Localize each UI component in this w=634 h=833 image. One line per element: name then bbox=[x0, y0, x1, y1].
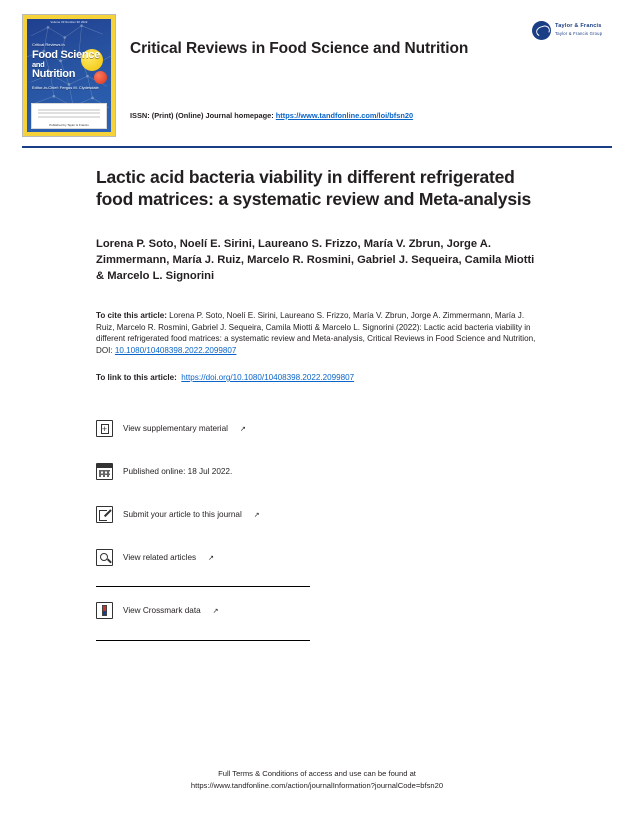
link-label: To link to this article: bbox=[96, 373, 177, 382]
taylor-and-francis-logo bbox=[532, 18, 612, 42]
submit-article-icon bbox=[96, 506, 113, 523]
taylor-francis-circle-icon bbox=[532, 21, 551, 40]
action-label: View supplementary material bbox=[123, 424, 228, 433]
cover-contents-line bbox=[38, 112, 100, 114]
page-title: Lactic acid bacteria viability in different refrigerated food matrices: a systematic review and Meta-analysis bbox=[96, 167, 532, 209]
view-related-articles-row[interactable] bbox=[96, 543, 538, 573]
supplementary-material-icon bbox=[96, 420, 113, 437]
page-footer bbox=[0, 768, 634, 792]
crossmark-icon bbox=[96, 602, 113, 619]
cover-top-text: Volume 00 Number 00 2022 bbox=[50, 21, 88, 24]
calendar-icon bbox=[96, 463, 113, 480]
author-list: Lorena P. Soto, Noelí E. Sirini, Laureano S. Frizzo, María V. Zbrun, Jorge A. Zimmermann, María J. Ruiz, Marcelo R. Rosmini, Gabriel J. Sequeira, Camila Miotti & Marcelo L. Signorini bbox=[96, 238, 535, 282]
action-label: View related articles bbox=[123, 553, 197, 562]
published-online-row bbox=[96, 457, 538, 487]
cite-label: To cite this article: bbox=[96, 311, 167, 320]
cover-title-line4: Nutrition bbox=[32, 68, 76, 80]
external-link-icon: ↗ bbox=[208, 554, 214, 562]
submit-article-row[interactable] bbox=[96, 500, 538, 530]
doi-link[interactable]: https://doi.org/10.1080/10408398.2022.2099807 bbox=[181, 373, 355, 382]
action-label: Submit your article to this journal bbox=[123, 510, 242, 519]
issn-homepage-line bbox=[130, 111, 413, 120]
masthead-divider bbox=[22, 146, 612, 148]
journal-title: Critical Reviews in Food Science and Nutrition bbox=[130, 40, 469, 57]
action-links bbox=[96, 414, 538, 641]
cover-kicker: Critical Reviews in bbox=[32, 42, 65, 47]
cover-title bbox=[32, 37, 106, 93]
crossmark-divider-top bbox=[96, 586, 310, 587]
masthead bbox=[0, 0, 634, 128]
cover-contents-line bbox=[38, 116, 100, 118]
cover-publisher-note: Published by Taylor & Francis bbox=[49, 122, 89, 127]
doi-link-block bbox=[96, 372, 538, 384]
publisher-name-line2: Taylor & Francis Group bbox=[555, 31, 603, 36]
related-articles-icon bbox=[96, 549, 113, 566]
cover-contents-box bbox=[31, 103, 107, 129]
cite-text: Lorena P. Soto, Noelí E. Sirini, Laureano S. Frizzo, María V. Zbrun, Jorge A. Zimmermann, María J. Ruiz, Marcelo R. Rosmini, Gabriel J. Sequeira, Camila Miotti & Marcelo L. Signorini (2022): Lactic acid bacteria viability in different refrigerated food matrices: a systematic review and Meta-analysis, Critical Reviews in Food Science and Nutrition, DOI: bbox=[96, 311, 536, 355]
view-crossmark-data-row[interactable] bbox=[96, 596, 538, 626]
journal-cover-thumbnail bbox=[22, 14, 116, 137]
publisher-name-line1: Taylor & Francis bbox=[555, 23, 602, 29]
cover-title-line1: Food bbox=[32, 49, 58, 61]
external-link-icon: ↗ bbox=[239, 425, 246, 433]
issn-prefix: ISSN: (Print) (Online) Journal homepage: bbox=[130, 111, 274, 120]
cover-editor: Editor-in-Chief: Fergus M. Clydesdale bbox=[32, 85, 99, 90]
cover-artwork bbox=[27, 19, 111, 132]
view-supplementary-material-row[interactable] bbox=[96, 414, 538, 444]
taylor-francis-wordmark bbox=[555, 23, 602, 37]
article-block bbox=[96, 166, 538, 650]
action-label: Published online: 18 Jul 2022. bbox=[123, 467, 233, 476]
citation-block bbox=[96, 310, 538, 356]
footer-terms-line: Full Terms & Conditions of access and use can be found at bbox=[218, 769, 416, 778]
cover-contents-line bbox=[38, 109, 100, 111]
external-link-icon: ↗ bbox=[212, 607, 219, 615]
external-link-icon: ↗ bbox=[253, 511, 260, 519]
journal-homepage-link[interactable]: https://www.tandfonline.com/loi/bfsn20 bbox=[275, 111, 414, 120]
action-label: View Crossmark data bbox=[123, 606, 201, 615]
cite-doi-link[interactable]: 10.1080/10408398.2022.2099807 bbox=[114, 345, 237, 355]
cover-title-line2: Science bbox=[60, 49, 100, 61]
crossmark-divider-bottom bbox=[96, 640, 310, 641]
footer-journal-info-link[interactable]: https://www.tandfonline.com/action/journalInformation?journalCode=bfsn20 bbox=[190, 781, 444, 790]
cover-title-line3: and bbox=[32, 60, 45, 69]
